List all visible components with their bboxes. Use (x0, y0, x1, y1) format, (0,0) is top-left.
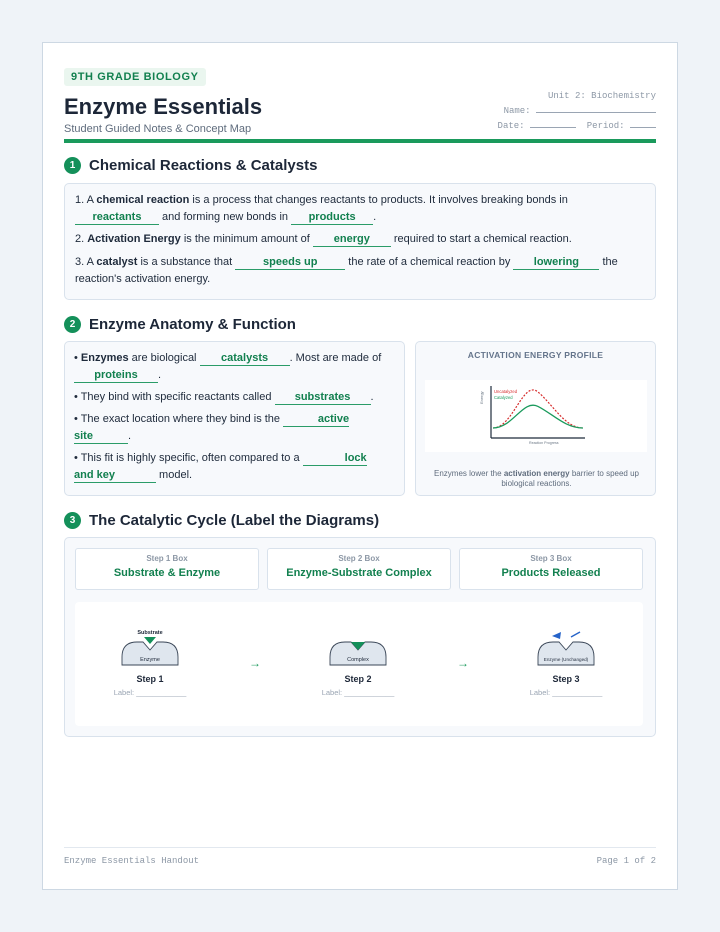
product-1-shape (552, 632, 561, 639)
cycle-diagram (75, 602, 643, 726)
section-3-heading (64, 512, 379, 529)
bullet-2: • They bind with specific reactants called substrates . (74, 391, 374, 403)
complex-text: Complex (347, 657, 369, 663)
blank-products[interactable]: products (291, 211, 373, 225)
section-2-notes (64, 341, 405, 496)
date-period-field[interactable] (446, 119, 656, 134)
blank-and-key[interactable]: and key (74, 469, 156, 483)
page-footer (64, 847, 656, 866)
page-title: Enzyme Essentials (64, 94, 263, 119)
chart-caption: Enzymes lower the activation energy barrier to speed up biological reactions. (434, 469, 639, 488)
activation-energy-panel (415, 341, 656, 496)
section-number: 2 (64, 316, 81, 333)
step-1-label[interactable]: Label: ____________ (113, 688, 187, 697)
bullet-4: • This fit is highly specific, often compared to a lock and key model. (74, 452, 367, 481)
substrate-text: Substrate (137, 630, 163, 636)
note-line-1: 1. A chemical reaction is a process that changes reactants to products. It involves breaking bonds in reactants and forming new bonds in products . (75, 194, 568, 223)
enzyme-text: Enzyme (140, 657, 160, 663)
section-title: Chemical Reactions & Catalysts (89, 157, 318, 174)
blank-proteins[interactable]: proteins (74, 369, 158, 383)
step-2-name: Step 2 (344, 674, 372, 684)
name-label: Name: (503, 106, 531, 116)
unchanged-text: Enzyme (Unchanged) (543, 657, 589, 662)
step-3-box[interactable]: Step 3 Box Products Released (459, 548, 643, 590)
step-2-label[interactable]: Label: ____________ (321, 688, 395, 697)
y-axis-label: Energy (479, 391, 484, 404)
activation-energy-chart (425, 380, 647, 452)
name-field[interactable] (446, 104, 656, 119)
header-rule (64, 139, 656, 143)
blank-speeds-up[interactable]: speeds up (235, 256, 345, 270)
unit-label: Unit 2: Biochemistry (547, 91, 656, 101)
blank-substrates[interactable]: substrates (275, 391, 371, 405)
cycle-illustration (75, 602, 643, 726)
header-info (446, 89, 656, 134)
section-2-heading (64, 316, 296, 333)
page-content (64, 67, 656, 697)
catalytic-cycle-panel (64, 537, 656, 737)
section-number: 1 (64, 157, 81, 174)
legend-catalyzed: Catalyzed (494, 395, 513, 400)
section-title: The Catalytic Cycle (Label the Diagrams) (89, 512, 380, 529)
step-1-name: Step 1 (136, 674, 164, 684)
step-2-box[interactable]: Step 2 Box Enzyme-Substrate Complex (267, 548, 451, 590)
blank-reactants[interactable]: reactants (75, 211, 159, 225)
blank-site[interactable]: site (74, 430, 128, 444)
section-title: Enzyme Anatomy & Function (89, 316, 296, 333)
arrow-icon: → (457, 656, 469, 670)
bullet-1: • Enzymes are biological catalysts . Most are made of proteins . (74, 352, 382, 381)
chart-title: ACTIVATION ENERGY PROFILE (467, 350, 604, 360)
arrow-icon: → (249, 656, 261, 670)
footer-page-number: Page 1 of 2 (596, 856, 656, 866)
section-number: 3 (64, 512, 81, 529)
note-line-2: 2. Activation Energy is the minimum amount of energy required to start a chemical reaction. (75, 233, 572, 245)
blank-lowering[interactable]: lowering (513, 256, 599, 270)
step-3-name: Step 3 (552, 674, 580, 684)
period-label: Period: (586, 121, 625, 131)
blank-energy[interactable]: energy (313, 233, 391, 247)
grade-badge: 9TH GRADE BIOLOGY (64, 68, 206, 86)
footer-title: Enzyme Essentials Handout (64, 856, 200, 866)
blank-catalysts[interactable]: catalysts (200, 352, 290, 366)
substrate-shape (144, 637, 156, 644)
legend-uncatalyzed: Uncatalyzed (494, 389, 518, 394)
step-3-label[interactable]: Label: ____________ (529, 688, 603, 697)
product-2-shape (571, 632, 580, 637)
x-axis-label: Reaction Progress (529, 441, 559, 445)
section-1-notes (64, 183, 656, 300)
handout-page (42, 42, 678, 890)
section-1-heading (64, 157, 317, 174)
blank-active[interactable]: active (283, 413, 349, 427)
date-label: Date: (497, 121, 525, 131)
bullet-3: • The exact location where they bind is the active site . (74, 413, 350, 442)
blank-lock[interactable]: lock (303, 452, 367, 466)
note-line-3: 3. A catalyst is a substance that speeds up the rate of a chemical reaction by lowering the reaction's activation energy. (75, 256, 618, 285)
step-1-box[interactable]: Step 1 Box Substrate & Enzyme (75, 548, 259, 590)
page-subtitle: Student Guided Notes & Concept Map (64, 123, 252, 135)
